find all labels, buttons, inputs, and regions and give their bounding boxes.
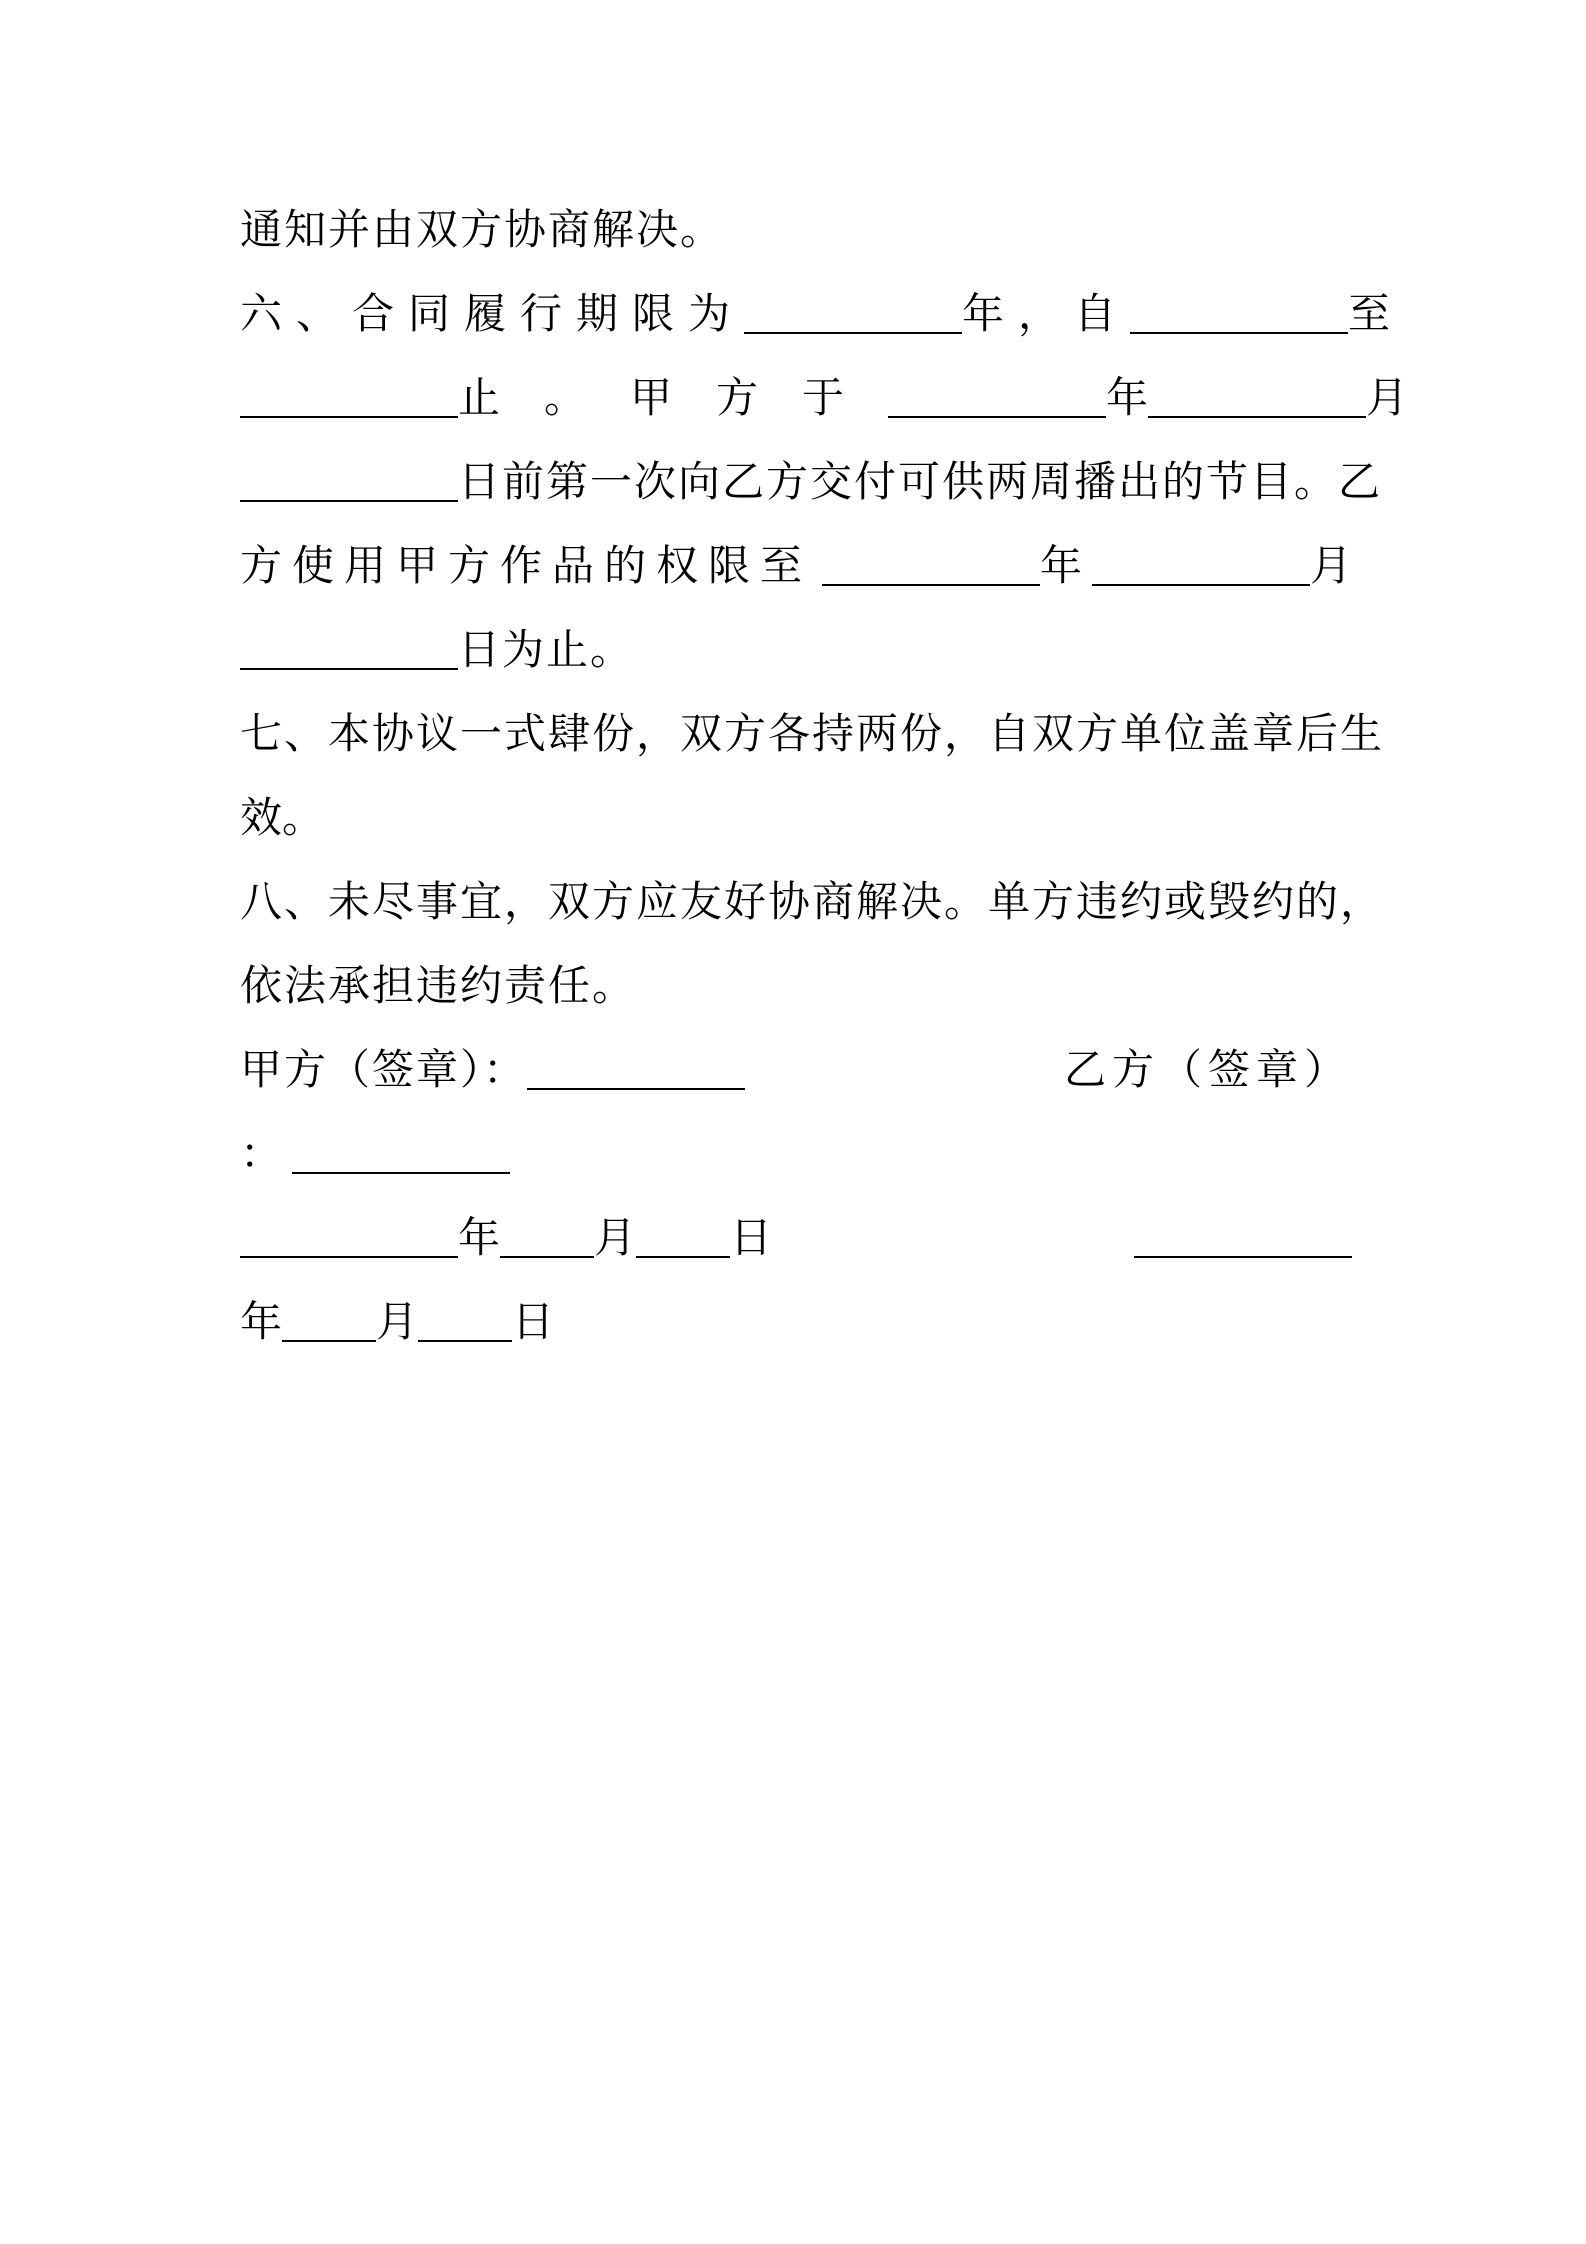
clause-six-line-5 xyxy=(240,620,1352,680)
blank-field[interactable] xyxy=(744,296,962,334)
text: 六、合同履行期限为 xyxy=(240,289,745,338)
text: ： xyxy=(240,1129,283,1178)
text: 月 xyxy=(376,1297,419,1346)
blank-field[interactable] xyxy=(240,464,458,502)
text: 年，自 xyxy=(962,289,1131,338)
text: 依法承担违约责任。 xyxy=(240,961,637,1010)
text: 年 xyxy=(1039,541,1082,590)
clause-six-line-1 xyxy=(240,284,1391,344)
day-field[interactable] xyxy=(636,1220,730,1258)
month-field[interactable] xyxy=(500,1220,594,1258)
party-b-signature-continued xyxy=(240,1124,1352,1184)
party-b-label: 乙方（签章） xyxy=(1063,1045,1352,1094)
text: 月 xyxy=(594,1213,637,1262)
text: 至 xyxy=(1348,289,1391,338)
blank-field[interactable] xyxy=(822,548,1040,586)
clause-seven-line-2 xyxy=(240,788,1352,848)
text: 通知并由双方协商解决。 xyxy=(240,205,725,254)
clause-seven-line-1 xyxy=(240,704,1385,764)
blank-field[interactable] xyxy=(1130,296,1348,334)
party-a-date xyxy=(240,1208,772,1268)
party-b-signature-field[interactable] xyxy=(292,1136,510,1174)
blank-field[interactable] xyxy=(1148,380,1366,418)
party-b-signature xyxy=(1064,1040,1352,1100)
text: 年 xyxy=(458,1213,501,1262)
party-b-date xyxy=(1134,1208,1352,1268)
month-field[interactable] xyxy=(282,1304,376,1342)
text: 日为止。 xyxy=(458,625,635,674)
signature-row xyxy=(240,1040,1352,1100)
clause-eight-line-2 xyxy=(240,956,1352,1016)
clause-eight-line-1 xyxy=(240,872,1385,932)
paragraph-line xyxy=(240,200,1352,260)
blank-field[interactable] xyxy=(1092,548,1310,586)
clause-six-line-4 xyxy=(240,536,1352,596)
date-row xyxy=(240,1208,1352,1268)
text: 年 xyxy=(240,1297,283,1346)
party-a-signature xyxy=(240,1040,745,1100)
text: 年 xyxy=(1106,373,1149,422)
text: 日 xyxy=(512,1297,555,1346)
blank-field[interactable] xyxy=(888,380,1106,418)
blank-field[interactable] xyxy=(240,380,458,418)
text: 止。甲方于 xyxy=(458,373,889,422)
clause-six-line-3 xyxy=(240,452,1383,512)
text: 方使用甲方作品的权限至 xyxy=(240,541,813,590)
text: 七、本协议一式肆份，双方各持两份，自双方单位盖章后生 xyxy=(240,709,1385,758)
text: 效。 xyxy=(240,793,325,842)
party-b-date-continued xyxy=(240,1292,1352,1352)
text: 日前第一次向乙方交付可供两周播出的节目。乙 xyxy=(458,457,1383,506)
day-field[interactable] xyxy=(418,1304,512,1342)
party-a-label: 甲方（签章）： xyxy=(240,1045,528,1094)
party-a-signature-field[interactable] xyxy=(527,1052,745,1090)
year-field[interactable] xyxy=(1134,1220,1352,1258)
blank-field[interactable] xyxy=(240,632,458,670)
text: 八、未尽事宜，双方应友好协商解决。单方违约或毁约的， xyxy=(240,877,1385,926)
clause-six-line-2 xyxy=(240,368,1409,428)
text: 月 xyxy=(1366,373,1409,422)
text: 月 xyxy=(1309,541,1352,590)
year-field[interactable] xyxy=(240,1220,458,1258)
text: 日 xyxy=(730,1213,773,1262)
